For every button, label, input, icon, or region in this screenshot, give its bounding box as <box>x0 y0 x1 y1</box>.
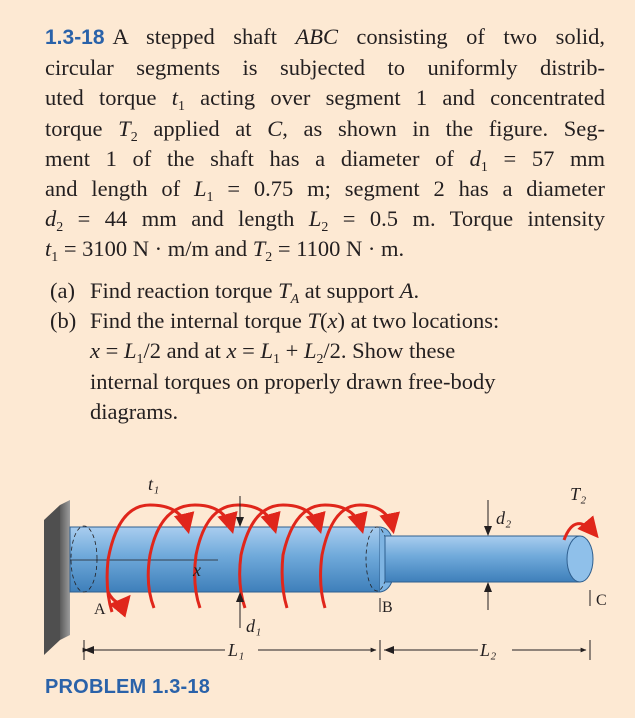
shaft-segment-2 <box>385 536 593 582</box>
problem-label: PROBLEM 1.3-18 <box>45 676 211 698</box>
label-B: B <box>382 599 393 616</box>
reaction-torque-arrow <box>108 592 128 603</box>
shaft-segment-1 <box>70 526 395 592</box>
label-x: x <box>193 560 201 580</box>
label-L1: L₁ <box>228 640 245 660</box>
part-b-line-1: Find the internal torque T(x) at two locations: <box>90 308 500 334</box>
part-b-line-4: diagrams. <box>90 398 179 424</box>
statement-line-5: ment 1 of the shaft has a diameter of $d_1 = 57$ mm <box>45 145 605 175</box>
label-L2: L₂ <box>480 640 497 660</box>
label-d2: d₂ <box>496 508 512 528</box>
label-A: A <box>94 601 106 618</box>
statement-line-4: torque $T_2$ applied at C, as shown in the figure. Seg- <box>45 115 606 145</box>
length-dimensions <box>84 640 590 660</box>
label-t1: t₁ <box>148 474 160 494</box>
part-b-line-3: internal torques on properly drawn free-body <box>90 368 496 394</box>
problem-number: 1.3-18 <box>45 26 105 49</box>
statement-line-1: 1.3-18 A stepped shaft ABC consisting of two solid, <box>45 24 605 49</box>
statement-line-8: $t_1 = 3100$ N · m/m and $T_2 = 1100$ N · m. <box>45 236 405 266</box>
statement-line-6: and length of $L_1 = 0.75$ m; segment 2 has a diameter <box>45 176 606 205</box>
part-a-line-1: Find reaction torque $T_A$ at support A. <box>90 278 420 307</box>
fixed-support-wall <box>44 500 70 655</box>
part-b-label: (b) <box>50 308 77 334</box>
part-b-line-2: $x = L_1/2$ and at $x = L_1 + L_2/2$. Show these <box>90 338 456 368</box>
statement-line-7: $d_2 = 44$ mm and length $L_2 = 0.5$ m. Torque intensity <box>45 206 606 236</box>
part-a-label: (a) <box>50 278 75 303</box>
label-d1: d₁ <box>246 616 262 636</box>
label-T2: T₂ <box>570 484 587 504</box>
statement-line-3: uted torque $t_1$ acting over segment 1 and concentrated <box>45 85 605 115</box>
statement-line-2: circular segments is subjected to uniformly distrib- <box>45 55 605 81</box>
label-C: C <box>596 592 607 609</box>
